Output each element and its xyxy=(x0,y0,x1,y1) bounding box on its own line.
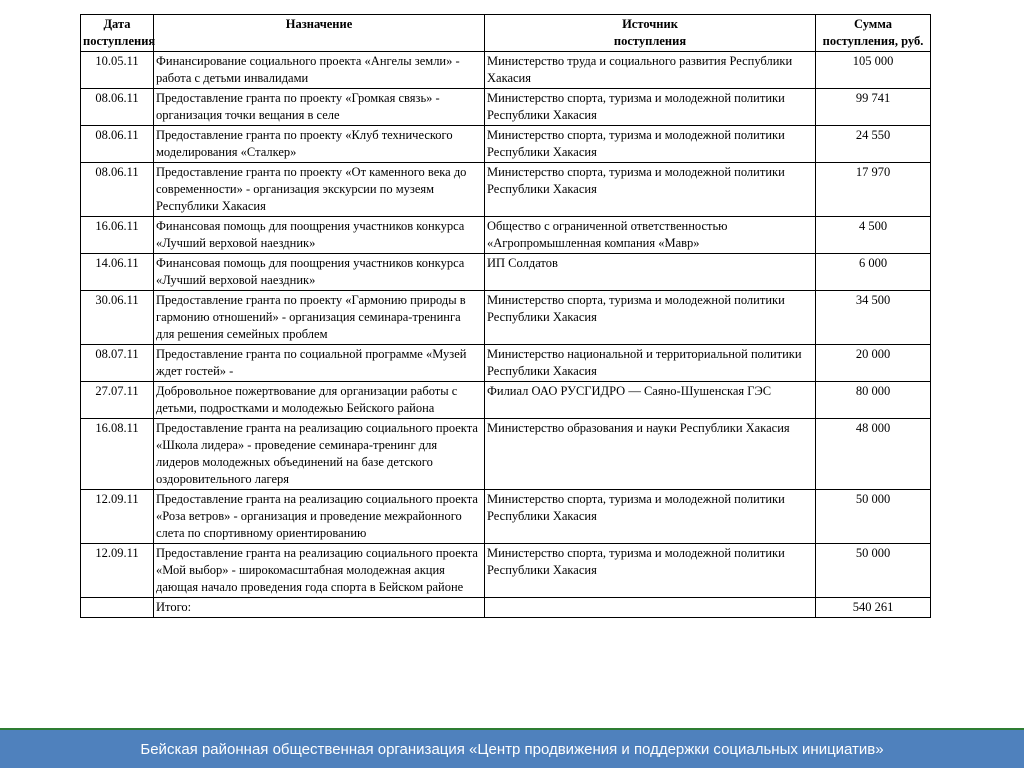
cell-source: Филиал ОАО РУСГИДРО — Саяно-Шушенская ГЭС xyxy=(485,382,816,419)
cell-source: Общество с ограниченной ответственностью «Агропромышленная компания «Мавр» xyxy=(485,217,816,254)
footer-bar xyxy=(0,728,1024,768)
cell-amount: 17 970 xyxy=(816,163,931,217)
cell-purpose: Предоставление гранта на реализацию социального проекта «Школа лидера» - проведение семинара-тренинг для лидеров молодежных объединений на базе детского оздоровительного лагеря xyxy=(154,419,485,490)
cell-date: 08.06.11 xyxy=(81,89,154,126)
cell-purpose: Добровольное пожертвование для организации работы с детьми, подростками и молодежью Бейского района xyxy=(154,382,485,419)
cell-date: 30.06.11 xyxy=(81,291,154,345)
cell-amount: 80 000 xyxy=(816,382,931,419)
income-table xyxy=(80,14,931,618)
cell-date: 08.06.11 xyxy=(81,163,154,217)
cell-purpose: Предоставление гранта на реализацию социального проекта «Мой выбор» - широкомасштабная молодежная акция дающая начало проведения года спорта в Бейском районе xyxy=(154,544,485,598)
cell-amount: 105 000 xyxy=(816,52,931,89)
footer-text: Бейская районная общественная организация «Центр продвижения и поддержки социальных инициатив» xyxy=(140,740,884,758)
cell-source: Министерство спорта, туризма и молодежной политики Республики Хакасия xyxy=(485,544,816,598)
cell-purpose: Предоставление гранта по проекту «От каменного века до современности» - организация экскурсии по музеям Республики Хакасия xyxy=(154,163,485,217)
table-row xyxy=(81,126,931,163)
cell-date: 16.08.11 xyxy=(81,419,154,490)
cell-amount: 4 500 xyxy=(816,217,931,254)
cell-amount: 50 000 xyxy=(816,490,931,544)
table-row xyxy=(81,89,931,126)
cell-source: Министерство образования и науки Республики Хакасия xyxy=(485,419,816,490)
cell-date: 12.09.11 xyxy=(81,490,154,544)
table-row xyxy=(81,163,931,217)
cell-purpose: Предоставление гранта по проекту «Громкая связь» - организация точки вещания в селе xyxy=(154,89,485,126)
cell-purpose: Предоставление гранта на реализацию социального проекта «Роза ветров» - организация и проведение межрайонного слета по спортивному ориентированию xyxy=(154,490,485,544)
table-row xyxy=(81,544,931,598)
cell-date: 10.05.11 xyxy=(81,52,154,89)
total-date-cell xyxy=(81,598,154,618)
cell-amount: 34 500 xyxy=(816,291,931,345)
cell-amount: 48 000 xyxy=(816,419,931,490)
table-row xyxy=(81,291,931,345)
cell-purpose: Предоставление гранта по проекту «Клуб технического моделирования «Сталкер» xyxy=(154,126,485,163)
cell-source: Министерство спорта, туризма и молодежной политики Республики Хакасия xyxy=(485,490,816,544)
table-row xyxy=(81,217,931,254)
table-row xyxy=(81,419,931,490)
header-source: Источник поступления xyxy=(485,15,816,52)
total-amount: 540 261 xyxy=(816,598,931,618)
total-row xyxy=(81,598,931,618)
table-row xyxy=(81,254,931,291)
cell-source: Министерство национальной и территориальной политики Республики Хакасия xyxy=(485,345,816,382)
cell-amount: 50 000 xyxy=(816,544,931,598)
cell-date: 16.06.11 xyxy=(81,217,154,254)
table-row xyxy=(81,345,931,382)
cell-amount: 6 000 xyxy=(816,254,931,291)
cell-date: 12.09.11 xyxy=(81,544,154,598)
table-header-row xyxy=(81,15,931,52)
cell-date: 27.07.11 xyxy=(81,382,154,419)
cell-date: 14.06.11 xyxy=(81,254,154,291)
header-purpose: Назначение xyxy=(154,15,485,52)
cell-purpose: Финансовая помощь для поощрения участников конкурса «Лучший верховой наездник» xyxy=(154,254,485,291)
cell-amount: 20 000 xyxy=(816,345,931,382)
header-amount: Сумма поступления, руб. xyxy=(816,15,931,52)
cell-purpose: Финансовая помощь для поощрения участников конкурса «Лучший верховой наездник» xyxy=(154,217,485,254)
cell-source: ИП Солдатов xyxy=(485,254,816,291)
total-label: Итого: xyxy=(154,598,485,618)
cell-source: Министерство спорта, туризма и молодежной политики Республики Хакасия xyxy=(485,163,816,217)
total-source-cell xyxy=(485,598,816,618)
cell-source: Министерство спорта, туризма и молодежной политики Республики Хакасия xyxy=(485,89,816,126)
cell-date: 08.07.11 xyxy=(81,345,154,382)
cell-purpose: Предоставление гранта по социальной программе «Музей ждет гостей» - xyxy=(154,345,485,382)
cell-source: Министерство спорта, туризма и молодежной политики Республики Хакасия xyxy=(485,126,816,163)
cell-purpose: Финансирование социального проекта «Ангелы земли» - работа с детьми инвалидами xyxy=(154,52,485,89)
cell-amount: 24 550 xyxy=(816,126,931,163)
cell-amount: 99 741 xyxy=(816,89,931,126)
header-date: Дата поступления xyxy=(81,15,154,52)
cell-source: Министерство спорта, туризма и молодежной политики Республики Хакасия xyxy=(485,291,816,345)
table-row xyxy=(81,382,931,419)
cell-purpose: Предоставление гранта по проекту «Гармонию природы в гармонию отношений» - организация семинара-тренинга для решения семейных проблем xyxy=(154,291,485,345)
cell-date: 08.06.11 xyxy=(81,126,154,163)
table-row xyxy=(81,490,931,544)
table-row xyxy=(81,52,931,89)
table-body xyxy=(81,52,931,598)
cell-source: Министерство труда и социального развития Республики Хакасия xyxy=(485,52,816,89)
